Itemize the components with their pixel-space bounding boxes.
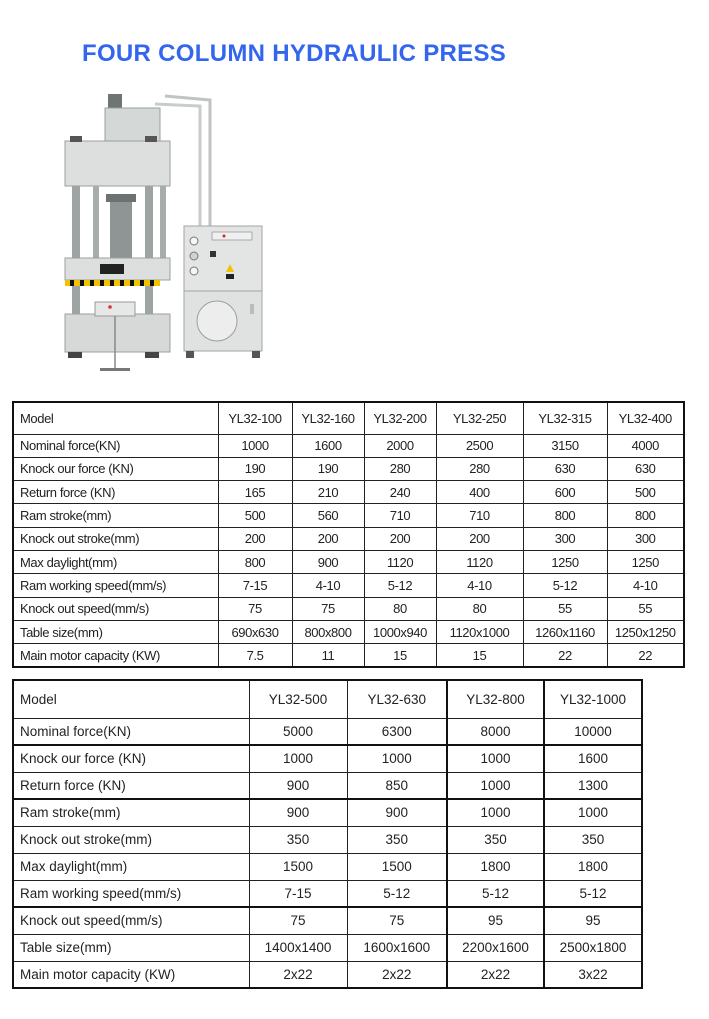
spec-value-cell: 1000	[447, 745, 544, 772]
spec-value-cell: 800	[218, 550, 292, 573]
spec-value-cell: 800x800	[292, 620, 364, 643]
spec-value-cell: 280	[364, 457, 436, 480]
table-row	[13, 481, 684, 504]
spec-value-cell: 280	[436, 457, 523, 480]
spec-label-cell: Max daylight(mm)	[13, 853, 249, 880]
spec-value-cell: 350	[347, 826, 447, 853]
table-row	[13, 907, 642, 934]
spec-value-cell: 75	[218, 597, 292, 620]
hydraulic-press-photo	[60, 86, 280, 378]
spec-value-cell: 1000	[447, 799, 544, 826]
spec-value-cell: 900	[249, 772, 347, 799]
spec-label-cell: Knock our force (KN)	[13, 457, 218, 480]
spec-value-cell: 3x22	[544, 961, 642, 988]
spec-value-cell: 1600x1600	[347, 934, 447, 961]
table-row	[13, 644, 684, 667]
spec-value-cell: 1000	[218, 434, 292, 457]
spec-value-cell: 4-10	[292, 574, 364, 597]
table-row	[13, 934, 642, 961]
spec-value-cell: 75	[292, 597, 364, 620]
spec-value-cell: 1000	[447, 772, 544, 799]
spec-value-cell: 210	[292, 481, 364, 504]
table-row	[13, 597, 684, 620]
spec-label-cell: Knock out stroke(mm)	[13, 527, 218, 550]
spec-value-cell: 55	[523, 597, 607, 620]
spec-value-cell: 1600	[292, 434, 364, 457]
spec-label-cell: Knock out speed(mm/s)	[13, 597, 218, 620]
spec-value-cell: 4-10	[436, 574, 523, 597]
table-row	[13, 799, 642, 826]
spec-value-cell: 1800	[447, 853, 544, 880]
model-name-cell: YL32-160	[292, 402, 364, 434]
spec-value-cell: 1250	[523, 550, 607, 573]
model-name-cell: YL32-630	[347, 680, 447, 718]
spec-value-cell: 165	[218, 481, 292, 504]
spec-label-cell: Main motor capacity (KW)	[13, 644, 218, 667]
spec-label-cell: Ram working speed(mm/s)	[13, 574, 218, 597]
table-row	[13, 718, 642, 745]
spec-value-cell: 350	[447, 826, 544, 853]
spec-value-cell: 1600	[544, 745, 642, 772]
spec-value-cell: 5-12	[544, 880, 642, 907]
spec-value-cell: 1500	[249, 853, 347, 880]
spec-value-cell: 95	[544, 907, 642, 934]
spec-value-cell: 350	[249, 826, 347, 853]
spec-value-cell: 10000	[544, 718, 642, 745]
spec-value-cell: 80	[364, 597, 436, 620]
spec-value-cell: 5-12	[447, 880, 544, 907]
spec-label-cell: Return force (KN)	[13, 481, 218, 504]
spec-value-cell: 1000	[249, 745, 347, 772]
model-name-cell: YL32-315	[523, 402, 607, 434]
spec-value-cell: 1120	[436, 550, 523, 573]
spec-value-cell: 95	[447, 907, 544, 934]
spec-label-cell: Ram stroke(mm)	[13, 799, 249, 826]
spec-value-cell: 75	[249, 907, 347, 934]
model-name-cell: YL32-400	[607, 402, 684, 434]
spec-value-cell: 500	[607, 481, 684, 504]
spec-value-cell: 5-12	[364, 574, 436, 597]
model-name-cell: YL32-500	[249, 680, 347, 718]
spec-value-cell: 2x22	[249, 961, 347, 988]
spec-value-cell: 15	[364, 644, 436, 667]
spec-value-cell: 630	[523, 457, 607, 480]
spec-value-cell: 1800	[544, 853, 642, 880]
spec-table-small-models	[12, 401, 685, 668]
spec-value-cell: 1260x1160	[523, 620, 607, 643]
table-row	[13, 961, 642, 988]
spec-value-cell: 200	[364, 527, 436, 550]
spec-value-cell: 3150	[523, 434, 607, 457]
spec-value-cell: 800	[607, 504, 684, 527]
table-row	[13, 880, 642, 907]
spec-value-cell: 55	[607, 597, 684, 620]
spec-value-cell: 900	[292, 550, 364, 573]
spec-value-cell: 200	[292, 527, 364, 550]
spec-value-cell: 2x22	[347, 961, 447, 988]
spec-value-cell: 1000	[544, 799, 642, 826]
model-name-cell: YL32-800	[447, 680, 544, 718]
spec-value-cell: 1120	[364, 550, 436, 573]
spec-label-cell: Return force (KN)	[13, 772, 249, 799]
spec-value-cell: 2x22	[447, 961, 544, 988]
spec-value-cell: 190	[218, 457, 292, 480]
spec-value-cell: 2500	[436, 434, 523, 457]
spec-label-cell: Table size(mm)	[13, 620, 218, 643]
spec-value-cell: 1250	[607, 550, 684, 573]
spec-table-large-models	[12, 679, 643, 989]
table-row	[13, 527, 684, 550]
spec-value-cell: 2000	[364, 434, 436, 457]
spec-value-cell: 300	[523, 527, 607, 550]
spec-value-cell: 350	[544, 826, 642, 853]
table-row	[13, 853, 642, 880]
spec-label-cell: Max daylight(mm)	[13, 550, 218, 573]
spec-value-cell: 710	[436, 504, 523, 527]
model-header-label: Model	[13, 402, 218, 434]
spec-value-cell: 1000x940	[364, 620, 436, 643]
spec-value-cell: 630	[607, 457, 684, 480]
table-row	[13, 826, 642, 853]
spec-value-cell: 1120x1000	[436, 620, 523, 643]
spec-value-cell: 5-12	[523, 574, 607, 597]
header-row	[13, 680, 642, 718]
spec-value-cell: 5000	[249, 718, 347, 745]
spec-value-cell: 1400x1400	[249, 934, 347, 961]
table-row	[13, 457, 684, 480]
spec-value-cell: 75	[347, 907, 447, 934]
spec-label-cell: Ram working speed(mm/s)	[13, 880, 249, 907]
spec-table-body	[13, 680, 642, 988]
spec-value-cell: 4-10	[607, 574, 684, 597]
spec-value-cell: 7-15	[218, 574, 292, 597]
spec-value-cell: 190	[292, 457, 364, 480]
spec-value-cell: 1300	[544, 772, 642, 799]
model-name-cell: YL32-100	[218, 402, 292, 434]
spec-value-cell: 900	[347, 799, 447, 826]
table-row	[13, 620, 684, 643]
spec-value-cell: 500	[218, 504, 292, 527]
table-row	[13, 504, 684, 527]
spec-value-cell: 2200x1600	[447, 934, 544, 961]
spec-value-cell: 1250x1250	[607, 620, 684, 643]
spec-value-cell: 5-12	[347, 880, 447, 907]
spec-value-cell: 1000	[347, 745, 447, 772]
spec-value-cell: 22	[523, 644, 607, 667]
spec-value-cell: 300	[607, 527, 684, 550]
spec-value-cell: 900	[249, 799, 347, 826]
spec-value-cell: 710	[364, 504, 436, 527]
spec-value-cell: 4000	[607, 434, 684, 457]
spec-label-cell: Knock out speed(mm/s)	[13, 907, 249, 934]
model-name-cell: YL32-1000	[544, 680, 642, 718]
header-row	[13, 402, 684, 434]
spec-value-cell: 850	[347, 772, 447, 799]
spec-value-cell: 200	[218, 527, 292, 550]
table-row	[13, 772, 642, 799]
table-row	[13, 745, 642, 772]
spec-value-cell: 11	[292, 644, 364, 667]
spec-value-cell: 200	[436, 527, 523, 550]
spec-value-cell: 1500	[347, 853, 447, 880]
page-title: FOUR COLUMN HYDRAULIC PRESS	[82, 40, 507, 67]
spec-label-cell: Knock our force (KN)	[13, 745, 249, 772]
spec-value-cell: 15	[436, 644, 523, 667]
spec-value-cell: 560	[292, 504, 364, 527]
spec-label-cell: Knock out stroke(mm)	[13, 826, 249, 853]
model-name-cell: YL32-250	[436, 402, 523, 434]
spec-value-cell: 6300	[347, 718, 447, 745]
spec-value-cell: 690x630	[218, 620, 292, 643]
spec-value-cell: 8000	[447, 718, 544, 745]
table-row	[13, 434, 684, 457]
spec-value-cell: 22	[607, 644, 684, 667]
spec-value-cell: 400	[436, 481, 523, 504]
spec-value-cell: 7-15	[249, 880, 347, 907]
spec-table-body	[13, 402, 684, 667]
spec-label-cell: Table size(mm)	[13, 934, 249, 961]
model-name-cell: YL32-200	[364, 402, 436, 434]
table-row	[13, 550, 684, 573]
spec-value-cell: 7.5	[218, 644, 292, 667]
spec-label-cell: Main motor capacity (KW)	[13, 961, 249, 988]
spec-label-cell: Nominal force(KN)	[13, 434, 218, 457]
table-row	[13, 574, 684, 597]
spec-value-cell: 2500x1800	[544, 934, 642, 961]
spec-label-cell: Nominal force(KN)	[13, 718, 249, 745]
spec-value-cell: 800	[523, 504, 607, 527]
spec-label-cell: Ram stroke(mm)	[13, 504, 218, 527]
spec-value-cell: 80	[436, 597, 523, 620]
spec-value-cell: 600	[523, 481, 607, 504]
model-header-label: Model	[13, 680, 249, 718]
spec-value-cell: 240	[364, 481, 436, 504]
